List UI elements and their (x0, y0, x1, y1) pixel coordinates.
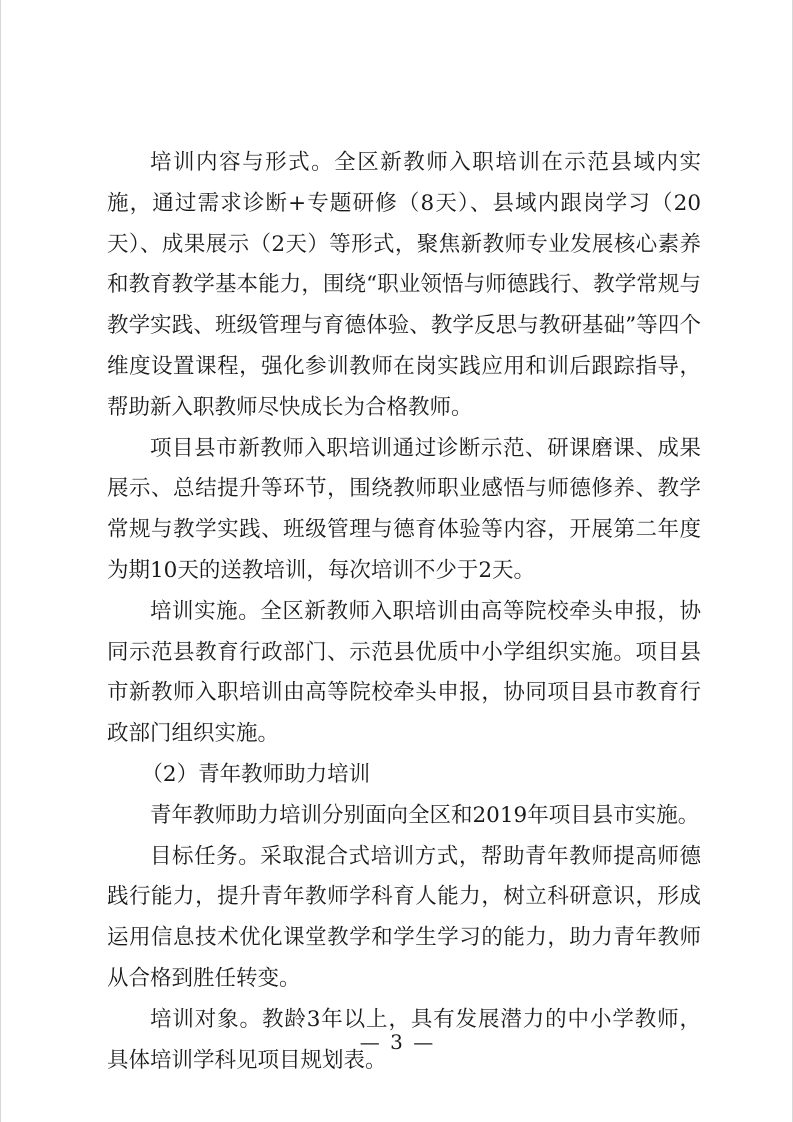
page-number: — 3 — (359, 1030, 436, 1054)
paragraph-county-training: 项目县市新教师入职培训通过诊断示范、研课磨课、成果展示、总结提升等环节，围绕教师职业感悟与师德修养、教学常规与教学实践、班级管理与德育体验等内容，开展第二年度为期10天的送教培训，每次培训不少于2天。 (107, 435, 701, 583)
paragraph-goal-tasks: 目标任务。采取混合式培训方式，帮助青年教师提高师德践行能力，提升青年教师学科育人能力，树立科研意识，形成运用信息技术优化课堂教学和学生学习的能力，助力青年教师从合格到胜任转变。 (107, 843, 701, 991)
paragraph-training-implementation: 培训实施。全区新教师入职培训由高等院校牵头申报，协同示范县教育行政部门、示范县优质中小学组织实施。项目县市新教师入职培训由高等院校牵头申报，协同项目县市教育行政部门组织实施。 (107, 598, 701, 747)
paragraph-training-content: 培训内容与形式。全区新教师入职培训在示范县域内实施，通过需求诊断+专题研修（8天）、县域内跟岗学习（20天）、成果展示（2天）等形式，聚焦新教师专业发展核心素养和教育教学基本能力，围绕“职业领悟与师德践行、教学常规与教学实践、班级管理与育德体验、教学反思与教研基础”等四个维度设置课程，强化参训教师在岗实践应用和训后跟踪指导，帮助新入职教师尽快成长为合格教师。 (107, 150, 701, 420)
paragraph-youth-training-scope: 青年教师助力培训分别面向全区和2019年项目县市实施。 (150, 802, 700, 828)
section-heading: （2）青年教师助力培训 (141, 761, 371, 787)
body-text (107, 143, 701, 1081)
paragraph-training-target: 培训对象。教龄3年以上，具有发展潜力的中小学教师，具体培训学科见项目规划表。 (107, 1006, 701, 1073)
